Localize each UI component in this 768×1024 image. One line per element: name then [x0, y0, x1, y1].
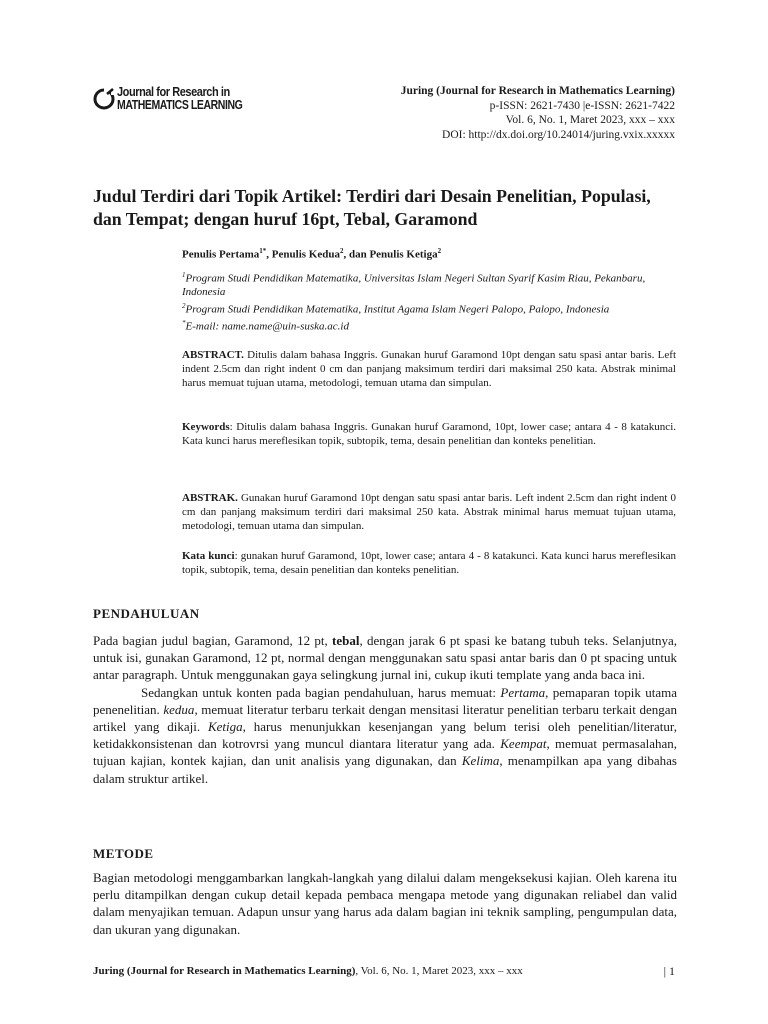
header-doi[interactable]: DOI: http://dx.doi.org/10.24014/juring.vxix.xxxxx — [442, 128, 675, 141]
abstract-english: ABSTRACT. Ditulis dalam bahasa Inggris. Gunakan huruf Garamond 10pt dengan satu spasi antar baris. Left indent 2.5cm dan right indent 0 cm dan panjang maksimum terdiri dari maksimal 250 kata. Abstrak minimal harus memuat tujuan utama, metodologi, temuan utama dan simpulan. — [182, 349, 676, 389]
abstract-indonesian: ABSTRAK. Gunakan huruf Garamond 10pt dengan satu spasi antar baris. Left indent 2.5cm dan right indent 0 cm dan panjang maksimum terdiri dari maksimal 250 kata. Abstrak minimal harus memuat tujuan utama, metodologi, temuan utama dan simpulan. — [182, 492, 676, 532]
abstract-label: ABSTRACT. — [182, 349, 244, 361]
affiliation-2: $^2$Program Studi Pendidikan Matematika, Institut Agama Islam Negeri Palopo, Palopo, Indonesia — [182, 301, 610, 316]
footer-journal: Juring (Journal for Research in Mathematics Learning) — [93, 965, 356, 977]
author-names: Penulis Pertama$^{1*}$, Penulis Kedua$^2$, dan Penulis Ketiga$^2$ — [182, 247, 442, 261]
logo-text-line2: MATHEMATICS LEARNING — [117, 98, 243, 112]
kata-kunci-label: Kata kunci — [182, 550, 235, 562]
header-info — [401, 84, 675, 142]
page-footer — [93, 965, 523, 977]
paragraph: Sedangkan untuk konten pada bagian pendahuluan, harus memuat: Pertama, pemaparan topik utama penenelitian. kedua, memuat literatur terbaru terkait dengan mensitasi literatur penelitian terbaru terkait dengan artikel yang dikaji. Ketiga, harus menunjukkan kesenjangan yang belum terisi oleh penelitian/literatur, ketidakkonsistenan dan kotrovrsi yang muncul diantara literatur yang ada. Keempat, memuat permasalahan, tujuan kajian, kontek kajian, dan unit analisis yang digunakan, dan Kelima, menampilkan apa yang dibahas dalam struktur artikel. — [93, 684, 678, 786]
section-body-pendahuluan — [93, 632, 677, 787]
article-title: Judul Terdiri dari Topik Artikel: Terdiri dari Desain Penelitian, Populasi, dan Tempat; dengan huruf 16pt, Tebal, Garamond — [93, 186, 651, 229]
paragraph: Pada bagian judul bagian, Garamond, 12 pt, tebal, dengan jarak 6 pt spasi ke batang tubuh teks. Selanjutnya, untuk isi, gunakan Garamond, 12 pt, normal dengan menggunakan satu spasi antar baris dan 0 pt spacing untuk antar paragraph. Untuk menggunakan gaya selingkung jurnal ini, cukup ikuti template yang anda baca ini. — [93, 633, 677, 683]
paragraph: Bagian metodologi menggambarkan langkah-langkah yang dilalui dalam mengeksekusi kajian. Oleh karena itu perlu ditampilkan dengan cukup detail kepada pembaca mengapa metode yang digunakan reliabel dan valid dalam menyajikan temuan. Adapun unsur yang harus ada dalam bagian ini teknik sampling, pengumpulan data, dan ukuran yang digunakan. — [93, 870, 677, 937]
author-email[interactable]: *E-mail: name.name@uin-suska.ac.id — [182, 318, 349, 333]
author-block — [182, 245, 676, 334]
section-heading-pendahuluan: PENDAHULUAN — [93, 606, 200, 621]
header-volume: Vol. 6, No. 1, Maret 2023, xxx – xxx — [505, 114, 675, 126]
affiliation-1: $^1$Program Studi Pendidikan Matematika, Universitas Islam Negeri Sultan Syarif Kasim Riau, Pekanbaru, Indonesia — [182, 271, 646, 299]
header-issn: p-ISSN: 2621-7430 |e-ISSN: 2621-7422 — [489, 99, 675, 112]
journal-logo — [93, 85, 253, 115]
page-number: | 1 — [663, 964, 675, 978]
section-body-metode — [93, 869, 677, 938]
logo-text-line1: Journal for Research in — [117, 85, 230, 99]
keywords-indonesian: Kata kunci: gunakan huruf Garamond, 10pt, lower case; antara 4 - 8 katakunci. Kata kunci harus mereflesikan topik, subtopik, tema, desain penelitian dan konteks penelitian. — [182, 550, 676, 576]
header-journal-name: Juring (Journal for Research in Mathematics Learning) — [400, 85, 675, 97]
keywords-english: Keywords: Ditulis dalam bahasa Inggris. Gunakan huruf Garamond, 10pt, lower case; antara 4 - 8 katakunci. Kata kunci harus mereflesikan topik, subtopik, tema, desain penelitian dan konteks penelitian. — [182, 421, 676, 447]
logo-mark-icon — [93, 87, 117, 111]
footer-details: , Vol. 6, No. 1, Maret 2023, xxx – xxx — [355, 965, 523, 977]
abstrak-label: ABSTRAK. — [182, 492, 238, 504]
keywords-label: Keywords — [182, 421, 230, 433]
section-heading-metode: METODE — [93, 846, 154, 861]
